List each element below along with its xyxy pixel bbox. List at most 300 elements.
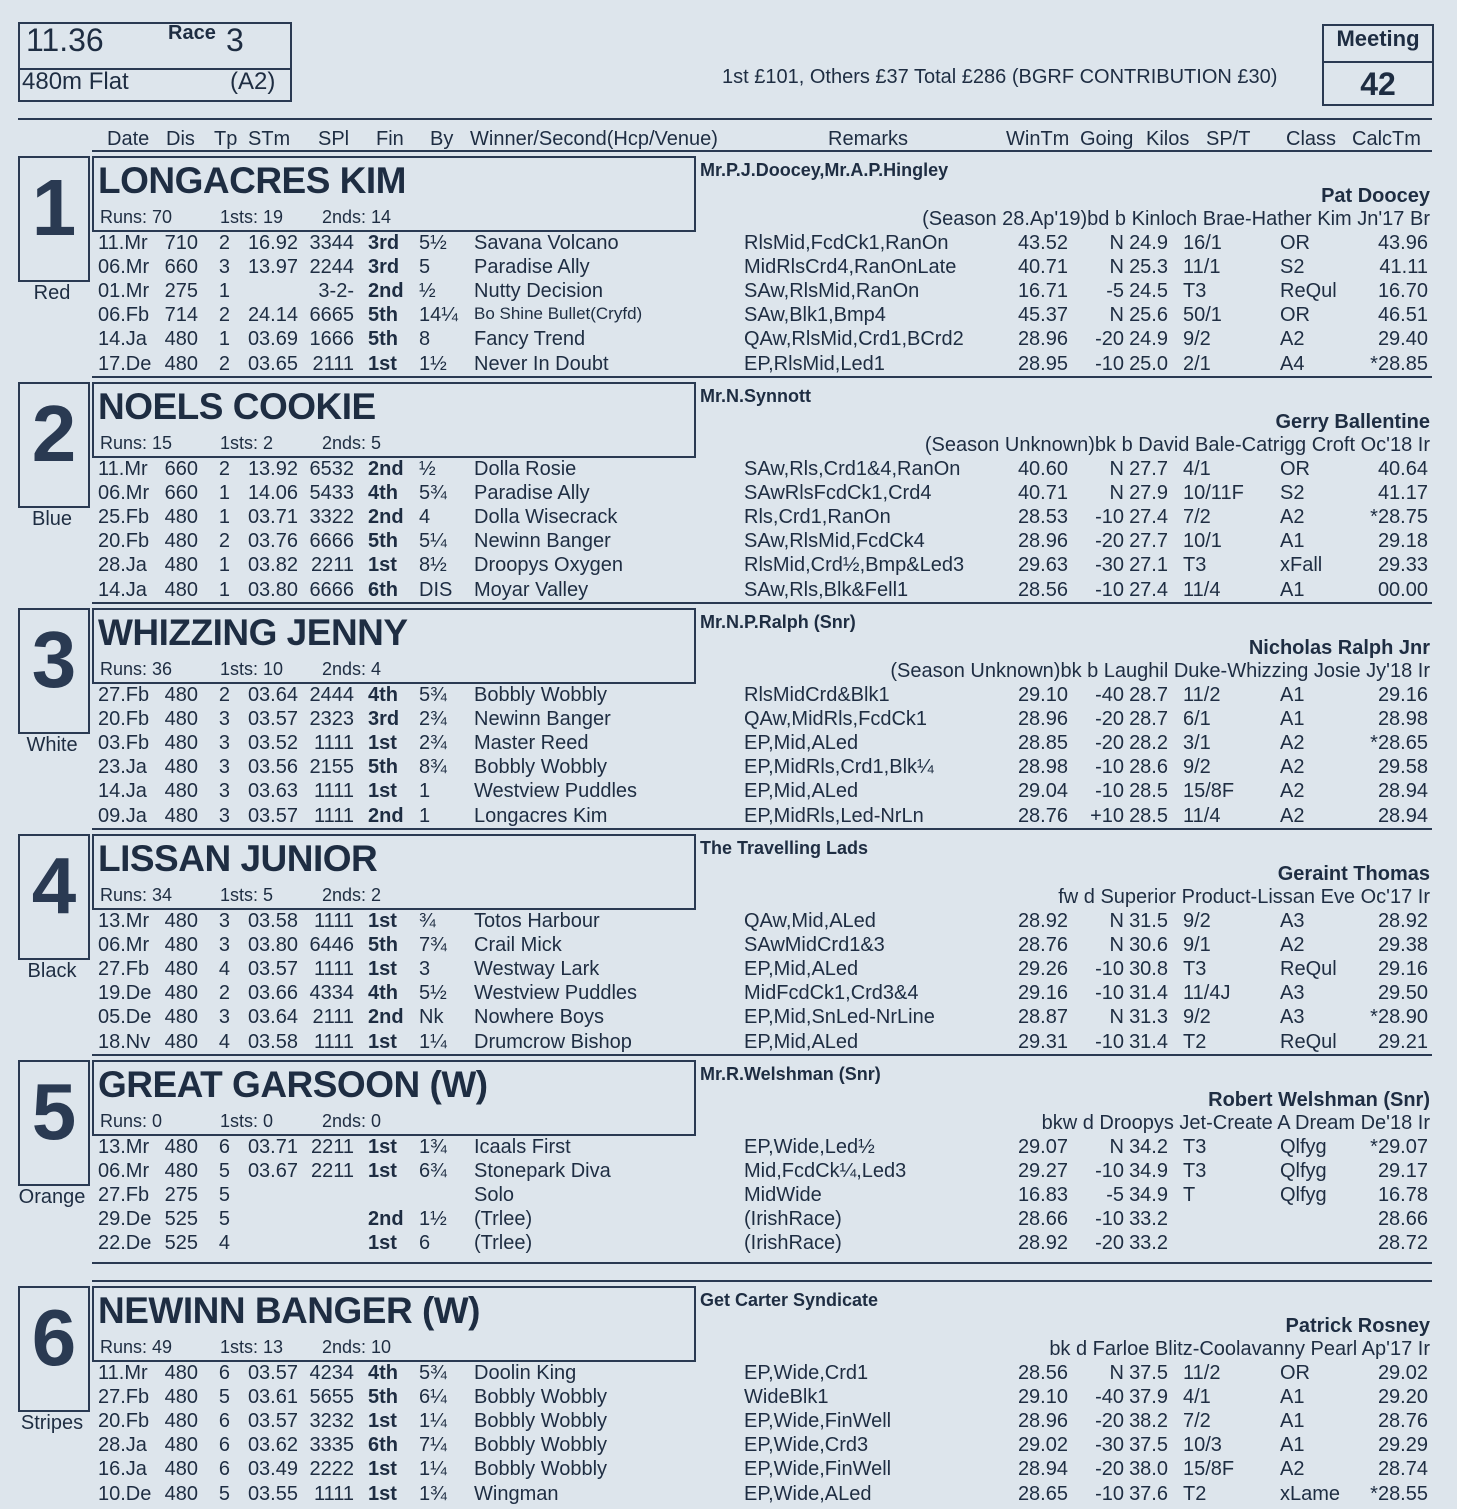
form-calctm: 40.64 bbox=[1377, 458, 1428, 480]
form-class: ReQul bbox=[1280, 1030, 1337, 1053]
runner-divider bbox=[92, 150, 1432, 152]
form-spl: 2222 bbox=[309, 1458, 354, 1481]
form-calctm: 16.78 bbox=[1377, 1184, 1428, 1207]
trainer-name: Robert Welshman (Snr) bbox=[1208, 1089, 1430, 1111]
column-header-fin: Fin bbox=[376, 128, 404, 150]
form-stm: 13.92 bbox=[247, 458, 298, 480]
seconds-count: 2nds: 14 bbox=[322, 207, 392, 227]
form-fin: 1st bbox=[368, 732, 397, 755]
form-winner: Bobbly Wobbly bbox=[474, 1386, 608, 1409]
form-going: -20 bbox=[1095, 328, 1124, 351]
form-calctm: 29.40 bbox=[1377, 328, 1428, 351]
form-kilos: 25.0 bbox=[1129, 352, 1168, 375]
race-number: 3 bbox=[226, 22, 244, 58]
form-sp: 10/1 bbox=[1183, 530, 1222, 553]
form-class: A2 bbox=[1280, 732, 1305, 755]
form-fin: 5th bbox=[368, 756, 398, 779]
runs-count: Runs: 49 bbox=[100, 1337, 173, 1357]
owner-name: Mr.N.P.Ralph (Snr) bbox=[700, 612, 856, 632]
runs-count: Runs: 36 bbox=[100, 659, 173, 679]
form-fin: 1st bbox=[368, 780, 397, 803]
form-calctm: 29.16 bbox=[1377, 684, 1428, 706]
form-spl: 1111 bbox=[313, 958, 354, 981]
form-by: 1¾ bbox=[419, 1136, 447, 1158]
form-remarks: MidFcdCk1,Crd3&4 bbox=[744, 982, 919, 1005]
form-calctm: 28.66 bbox=[1377, 1208, 1428, 1231]
form-fin: 4th bbox=[368, 1362, 398, 1384]
form-sp: T3 bbox=[1183, 280, 1207, 303]
form-fin: 1st bbox=[368, 910, 397, 932]
trap-number: 2 bbox=[31, 389, 77, 478]
column-header-calctm: CalcTm bbox=[1352, 128, 1421, 150]
form-spl: 5655 bbox=[309, 1386, 354, 1409]
form-remarks: SAw,Rls,Blk&Fell1 bbox=[744, 578, 909, 601]
form-sp: 6/1 bbox=[1183, 708, 1211, 731]
trap-number: 5 bbox=[31, 1067, 77, 1156]
form-going: N bbox=[1109, 232, 1124, 254]
form-class: A2 bbox=[1280, 1458, 1305, 1481]
form-date: 28.Ja bbox=[98, 1434, 147, 1457]
form-tp: 5 bbox=[218, 1482, 230, 1505]
form-class: A3 bbox=[1280, 910, 1305, 932]
form-calctm: 29.20 bbox=[1377, 1386, 1428, 1409]
column-header-date: Date bbox=[107, 128, 150, 150]
form-kilos: 34.9 bbox=[1129, 1160, 1168, 1183]
form-kilos: 25.6 bbox=[1129, 304, 1168, 327]
form-going: -30 bbox=[1095, 1434, 1124, 1457]
column-header-stm: STm bbox=[248, 128, 291, 150]
form-dis: 275 bbox=[164, 280, 198, 303]
form-stm: 03.58 bbox=[247, 910, 298, 932]
form-tp: 6 bbox=[218, 1434, 230, 1457]
seconds-count: 2nds: 2 bbox=[322, 885, 382, 905]
form-tp: 4 bbox=[218, 1232, 230, 1255]
form-going: -5 bbox=[1106, 1184, 1124, 1207]
form-date: 06.Mr bbox=[98, 482, 150, 505]
form-going: -20 bbox=[1095, 1410, 1124, 1433]
form-dis: 480 bbox=[164, 1160, 198, 1183]
runner-divider bbox=[92, 1262, 1432, 1264]
form-class: OR bbox=[1280, 232, 1310, 254]
runner-divider bbox=[92, 602, 1432, 604]
column-header-by: By bbox=[430, 128, 454, 150]
form-stm: 03.69 bbox=[247, 328, 298, 351]
form-tp: 6 bbox=[218, 1458, 230, 1481]
owner-name: Mr.N.Synnott bbox=[700, 386, 811, 406]
form-fin: 3rd bbox=[368, 232, 400, 254]
form-spl: 2111 bbox=[312, 352, 354, 375]
form-remarks: EP,Wide,Crd1 bbox=[744, 1362, 869, 1384]
form-class: Qlfyg bbox=[1280, 1160, 1327, 1183]
dog-name: GREAT GARSOON (W) bbox=[98, 1064, 488, 1105]
form-stm: 03.57 bbox=[247, 708, 298, 731]
form-sp: T bbox=[1183, 1184, 1196, 1207]
form-kilos: 28.7 bbox=[1129, 684, 1168, 706]
form-winner: Droopys Oxygen bbox=[474, 554, 623, 577]
form-fin: 2nd bbox=[368, 1208, 404, 1231]
form-spl: 1111 bbox=[313, 910, 354, 932]
form-stm: 03.71 bbox=[247, 1136, 298, 1158]
form-kilos: 38.0 bbox=[1129, 1458, 1168, 1481]
form-stm: 03.64 bbox=[247, 1006, 298, 1029]
form-wintm: 28.96 bbox=[1017, 708, 1068, 731]
form-fin: 2nd bbox=[368, 458, 404, 480]
form-going: -10 bbox=[1095, 982, 1124, 1005]
form-going: N bbox=[1109, 458, 1124, 480]
form-tp: 2 bbox=[218, 458, 230, 480]
breeding-info: fw d Superior Product-Lissan Eve Oc'17 Ir bbox=[1058, 886, 1430, 908]
form-class: A1 bbox=[1280, 1410, 1305, 1433]
form-remarks: (IrishRace) bbox=[744, 1208, 842, 1231]
form-date: 03.Fb bbox=[98, 732, 150, 755]
form-calctm: 00.00 bbox=[1377, 578, 1428, 601]
prize-money: 1st £101, Others £37 Total £286 (BGRF CONTRIBUTION £30) bbox=[722, 66, 1278, 88]
form-fin: 1st bbox=[368, 1458, 397, 1481]
form-spl: 1111 bbox=[313, 1030, 354, 1053]
form-stm: 03.80 bbox=[247, 578, 298, 601]
form-wintm: 28.95 bbox=[1017, 352, 1068, 375]
form-date: 25.Fb bbox=[98, 506, 150, 529]
form-winner: Longacres Kim bbox=[474, 804, 608, 827]
form-going: -10 bbox=[1095, 1030, 1124, 1053]
trap-number: 4 bbox=[31, 841, 77, 930]
form-remarks: SAwRlsFcdCk1,Crd4 bbox=[744, 482, 932, 505]
form-tp: 5 bbox=[218, 1160, 230, 1183]
form-fin: 1st bbox=[368, 1232, 397, 1255]
form-tp: 3 bbox=[218, 756, 230, 779]
form-tp: 2 bbox=[218, 982, 230, 1005]
form-going: -10 bbox=[1095, 1482, 1124, 1505]
form-kilos: 24.9 bbox=[1129, 328, 1168, 351]
form-wintm: 28.56 bbox=[1017, 578, 1068, 601]
form-by: 7¼ bbox=[419, 1434, 447, 1457]
form-date: 11.Mr bbox=[98, 232, 148, 254]
column-header-remarks: Remarks bbox=[828, 128, 909, 150]
form-fin: 5th bbox=[368, 1386, 398, 1409]
form-going: -10 bbox=[1095, 1208, 1124, 1231]
form-dis: 480 bbox=[164, 328, 198, 351]
form-winner: Nutty Decision bbox=[474, 280, 603, 303]
column-header-dis: Dis bbox=[166, 128, 195, 150]
form-remarks: WideBlk1 bbox=[744, 1386, 829, 1409]
form-class: A2 bbox=[1280, 756, 1305, 779]
form-tp: 3 bbox=[218, 732, 230, 755]
form-dis: 480 bbox=[164, 1136, 198, 1158]
form-dis: 480 bbox=[164, 1434, 198, 1457]
form-winner: Paradise Ally bbox=[474, 482, 590, 505]
form-date: 20.Fb bbox=[98, 530, 150, 553]
form-winner: Westview Puddles bbox=[474, 780, 638, 803]
form-remarks: EP,Mid,ALed bbox=[744, 958, 859, 981]
form-fin: 5th bbox=[368, 530, 398, 553]
firsts-count: 1sts: 0 bbox=[220, 1111, 274, 1131]
form-kilos: 38.2 bbox=[1129, 1410, 1168, 1433]
form-remarks: EP,Wide,FinWell bbox=[744, 1410, 892, 1433]
runs-count: Runs: 70 bbox=[100, 207, 173, 227]
form-going: -10 bbox=[1095, 506, 1124, 529]
form-sp: 2/1 bbox=[1183, 352, 1211, 375]
form-remarks: EP,MidRls,Led-NrLn bbox=[744, 804, 924, 827]
form-winner: Bo Shine Bullet(Cryfd) bbox=[474, 304, 643, 324]
form-going: N bbox=[1109, 934, 1124, 957]
form-kilos: 34.2 bbox=[1129, 1136, 1168, 1158]
form-kilos: 31.3 bbox=[1129, 1006, 1168, 1029]
form-date: 14.Ja bbox=[98, 328, 147, 351]
form-spl: 6532 bbox=[309, 458, 354, 480]
form-calctm: 29.38 bbox=[1377, 934, 1428, 957]
form-remarks: EP,Mid,ALed bbox=[744, 732, 859, 755]
form-tp: 2 bbox=[218, 304, 230, 327]
form-dis: 480 bbox=[164, 780, 198, 803]
form-stm: 03.76 bbox=[247, 530, 298, 553]
form-by: 4 bbox=[419, 506, 431, 529]
form-tp: 1 bbox=[218, 554, 230, 577]
form-going: -20 bbox=[1095, 732, 1124, 755]
form-sp: 4/1 bbox=[1183, 458, 1211, 480]
form-kilos: 37.5 bbox=[1129, 1362, 1168, 1384]
form-sp: 11/4 bbox=[1183, 578, 1221, 601]
form-winner: Fancy Trend bbox=[474, 328, 586, 351]
form-stm: 14.06 bbox=[247, 482, 298, 505]
form-calctm: 29.33 bbox=[1377, 554, 1428, 577]
form-sp: 15/8F bbox=[1183, 1458, 1235, 1481]
form-remarks: Mid,FcdCk¼,Led3 bbox=[744, 1160, 907, 1183]
form-date: 29.De bbox=[98, 1208, 152, 1231]
form-by: Nk bbox=[419, 1006, 444, 1029]
form-class: A2 bbox=[1280, 506, 1305, 529]
form-dis: 480 bbox=[164, 1006, 198, 1029]
form-going: -20 bbox=[1095, 1232, 1124, 1255]
form-sp: 11/2 bbox=[1183, 684, 1221, 706]
form-dis: 480 bbox=[164, 756, 198, 779]
form-winner: Solo bbox=[474, 1184, 515, 1207]
form-kilos: 24.5 bbox=[1129, 280, 1168, 303]
form-kilos: 33.2 bbox=[1129, 1208, 1168, 1231]
form-calctm: *28.85 bbox=[1370, 352, 1428, 375]
form-tp: 3 bbox=[218, 256, 230, 279]
form-spl: 3232 bbox=[309, 1410, 354, 1433]
column-header-spl: SPl bbox=[318, 128, 350, 150]
form-winner: Bobbly Wobbly bbox=[474, 756, 608, 779]
form-fin: 2nd bbox=[368, 506, 404, 529]
form-calctm: 28.74 bbox=[1377, 1458, 1428, 1481]
form-date: 20.Fb bbox=[98, 1410, 150, 1433]
form-tp: 5 bbox=[218, 1386, 230, 1409]
form-tp: 2 bbox=[218, 530, 230, 553]
form-kilos: 24.9 bbox=[1129, 232, 1168, 254]
form-by: 5½ bbox=[419, 232, 447, 254]
form-remarks: SAw,Blk1,Bmp4 bbox=[744, 304, 886, 327]
form-calctm: *28.75 bbox=[1370, 506, 1428, 529]
form-spl: 3344 bbox=[309, 232, 354, 254]
form-spl: 2111 bbox=[312, 1006, 354, 1029]
form-date: 28.Ja bbox=[98, 554, 147, 577]
runner-divider bbox=[92, 828, 1432, 830]
form-sp: T2 bbox=[1183, 1482, 1207, 1505]
form-calctm: 29.50 bbox=[1377, 982, 1428, 1005]
form-sp: T3 bbox=[1183, 1160, 1207, 1183]
form-date: 06.Mr bbox=[98, 1160, 150, 1183]
form-fin: 1st bbox=[368, 1410, 397, 1433]
form-remarks: EP,Wide,Crd3 bbox=[744, 1434, 869, 1457]
form-fin: 1st bbox=[368, 1030, 397, 1053]
form-by: 1½ bbox=[419, 1208, 447, 1231]
form-remarks: MidRlsCrd4,RanOnLate bbox=[744, 256, 957, 279]
form-fin: 5th bbox=[368, 304, 398, 327]
form-going: -20 bbox=[1095, 708, 1124, 731]
form-winner: Westview Puddles bbox=[474, 982, 638, 1005]
form-sp: 9/2 bbox=[1183, 1006, 1211, 1029]
form-date: 20.Fb bbox=[98, 708, 150, 731]
form-by: 6 bbox=[419, 1232, 431, 1255]
column-header-going: Going bbox=[1080, 128, 1134, 150]
form-remarks: EP,RlsMid,Led1 bbox=[744, 352, 885, 375]
runs-count: Runs: 34 bbox=[100, 885, 173, 905]
trap-colour: Orange bbox=[18, 1186, 86, 1208]
header-divider bbox=[18, 118, 1432, 120]
form-calctm: 28.94 bbox=[1377, 804, 1428, 827]
form-tp: 2 bbox=[218, 352, 230, 375]
breeding-info: (Season Unknown)bk b Laughil Duke-Whizzing Josie Jy'18 Ir bbox=[890, 660, 1430, 682]
form-class: A1 bbox=[1280, 1434, 1305, 1457]
form-wintm: 28.87 bbox=[1017, 1006, 1068, 1029]
form-date: 16.Ja bbox=[98, 1458, 147, 1481]
runs-count: Runs: 15 bbox=[100, 433, 173, 453]
form-spl: 2211 bbox=[310, 1160, 354, 1183]
form-class: S2 bbox=[1280, 482, 1305, 505]
form-winner: Master Reed bbox=[474, 732, 589, 755]
form-stm: 03.80 bbox=[247, 934, 298, 957]
form-dis: 525 bbox=[164, 1232, 198, 1255]
form-spl: 6665 bbox=[309, 304, 354, 327]
trainer-name: Nicholas Ralph Jnr bbox=[1248, 637, 1430, 659]
form-going: N bbox=[1109, 304, 1124, 327]
form-calctm: *28.65 bbox=[1370, 732, 1428, 755]
form-remarks: EP,MidRls,Crd1,Blk¼ bbox=[744, 756, 934, 779]
form-sp: 7/2 bbox=[1183, 1410, 1211, 1433]
form-by: 1¾ bbox=[419, 1482, 447, 1505]
form-remarks: SAw,RlsMid,FcdCk4 bbox=[744, 530, 925, 553]
form-remarks: RlsMid,FcdCk1,RanOn bbox=[744, 232, 949, 254]
form-date: 11.Mr bbox=[98, 458, 148, 480]
form-sp: 9/2 bbox=[1183, 910, 1211, 932]
form-winner: Never In Doubt bbox=[474, 352, 609, 375]
form-fin: 4th bbox=[368, 482, 398, 505]
trap-colour: Red bbox=[33, 282, 71, 304]
form-winner: Bobbly Wobbly bbox=[474, 684, 608, 706]
form-date: 19.De bbox=[98, 982, 152, 1005]
form-fin: 1st bbox=[368, 554, 397, 577]
form-wintm: 29.63 bbox=[1017, 554, 1068, 577]
form-winner: (Trlee) bbox=[474, 1232, 533, 1255]
form-by: 2¾ bbox=[419, 732, 447, 755]
form-class: ReQul bbox=[1280, 958, 1337, 981]
column-header-tp: Tp bbox=[214, 128, 238, 150]
form-class: A1 bbox=[1280, 1386, 1305, 1409]
form-dis: 480 bbox=[164, 1030, 198, 1053]
form-wintm: 43.52 bbox=[1017, 232, 1068, 254]
form-kilos: 33.2 bbox=[1129, 1232, 1168, 1255]
trap-colour: Black bbox=[27, 960, 77, 982]
form-calctm: 29.18 bbox=[1377, 530, 1428, 553]
form-sp: 11/1 bbox=[1183, 256, 1221, 279]
meeting-label: Meeting bbox=[1336, 26, 1420, 51]
form-fin: 1st bbox=[368, 1160, 397, 1183]
form-dis: 480 bbox=[164, 1458, 198, 1481]
form-date: 27.Fb bbox=[98, 684, 150, 706]
form-dis: 480 bbox=[164, 578, 198, 601]
form-calctm: 29.21 bbox=[1377, 1030, 1428, 1053]
race-time: 11.36 bbox=[26, 22, 104, 58]
form-spl: 2211 bbox=[310, 554, 354, 577]
form-sp: 11/4 bbox=[1183, 804, 1221, 827]
form-wintm: 28.85 bbox=[1017, 732, 1068, 755]
form-class: A2 bbox=[1280, 804, 1305, 827]
form-sp: 3/1 bbox=[1183, 732, 1211, 755]
form-calctm: 29.02 bbox=[1377, 1362, 1428, 1384]
seconds-count: 2nds: 5 bbox=[322, 433, 382, 453]
form-sp: 7/2 bbox=[1183, 506, 1211, 529]
form-tp: 6 bbox=[218, 1136, 230, 1158]
form-winner: Crail Mick bbox=[474, 934, 562, 957]
form-date: 17.De bbox=[98, 352, 152, 375]
form-by: 5¾ bbox=[419, 684, 447, 706]
form-sp: T3 bbox=[1183, 1136, 1207, 1158]
form-remarks: QAw,MidRls,FcdCk1 bbox=[744, 708, 928, 731]
form-remarks: (IrishRace) bbox=[744, 1232, 842, 1255]
form-class: A2 bbox=[1280, 934, 1305, 957]
form-by: 14¼ bbox=[419, 304, 458, 327]
form-dis: 480 bbox=[164, 1482, 198, 1505]
form-stm: 03.66 bbox=[247, 982, 298, 1005]
runner-divider bbox=[92, 376, 1432, 378]
trainer-name: Patrick Rosney bbox=[1285, 1315, 1430, 1337]
form-kilos: 27.4 bbox=[1129, 578, 1168, 601]
form-wintm: 28.56 bbox=[1017, 1362, 1068, 1384]
form-going: -10 bbox=[1095, 958, 1124, 981]
form-stm: 03.52 bbox=[247, 732, 298, 755]
form-tp: 6 bbox=[218, 1410, 230, 1433]
form-going: -10 bbox=[1095, 756, 1124, 779]
form-by: 8 bbox=[419, 328, 431, 351]
form-wintm: 45.37 bbox=[1017, 304, 1068, 327]
form-date: 01.Mr bbox=[98, 280, 150, 303]
form-calctm: 29.58 bbox=[1377, 756, 1428, 779]
form-wintm: 28.53 bbox=[1017, 506, 1068, 529]
form-wintm: 29.26 bbox=[1017, 958, 1068, 981]
form-date: 27.Fb bbox=[98, 958, 150, 981]
form-spl: 6446 bbox=[309, 934, 354, 957]
breeding-info: (Season 28.Ap'19)bd b Kinloch Brae-Hather Kim Jn'17 Br bbox=[922, 208, 1430, 230]
form-kilos: 31.5 bbox=[1129, 910, 1168, 932]
form-fin: 3rd bbox=[368, 708, 400, 731]
form-wintm: 29.02 bbox=[1017, 1434, 1068, 1457]
form-dis: 480 bbox=[164, 1386, 198, 1409]
form-by: 1 bbox=[419, 804, 431, 827]
form-going: N bbox=[1109, 482, 1124, 505]
form-spl: 4234 bbox=[309, 1362, 354, 1384]
trap-colour: White bbox=[26, 734, 78, 756]
form-date: 22.De bbox=[98, 1232, 152, 1255]
form-fin: 2nd bbox=[368, 280, 404, 303]
form-by: 8¾ bbox=[419, 756, 447, 779]
form-remarks: QAw,Mid,ALed bbox=[744, 910, 876, 932]
form-fin: 1st bbox=[368, 352, 397, 375]
form-calctm: *28.90 bbox=[1370, 1006, 1428, 1029]
form-dis: 480 bbox=[164, 1410, 198, 1433]
form-dis: 480 bbox=[164, 554, 198, 577]
form-winner: Drumcrow Bishop bbox=[474, 1030, 632, 1053]
